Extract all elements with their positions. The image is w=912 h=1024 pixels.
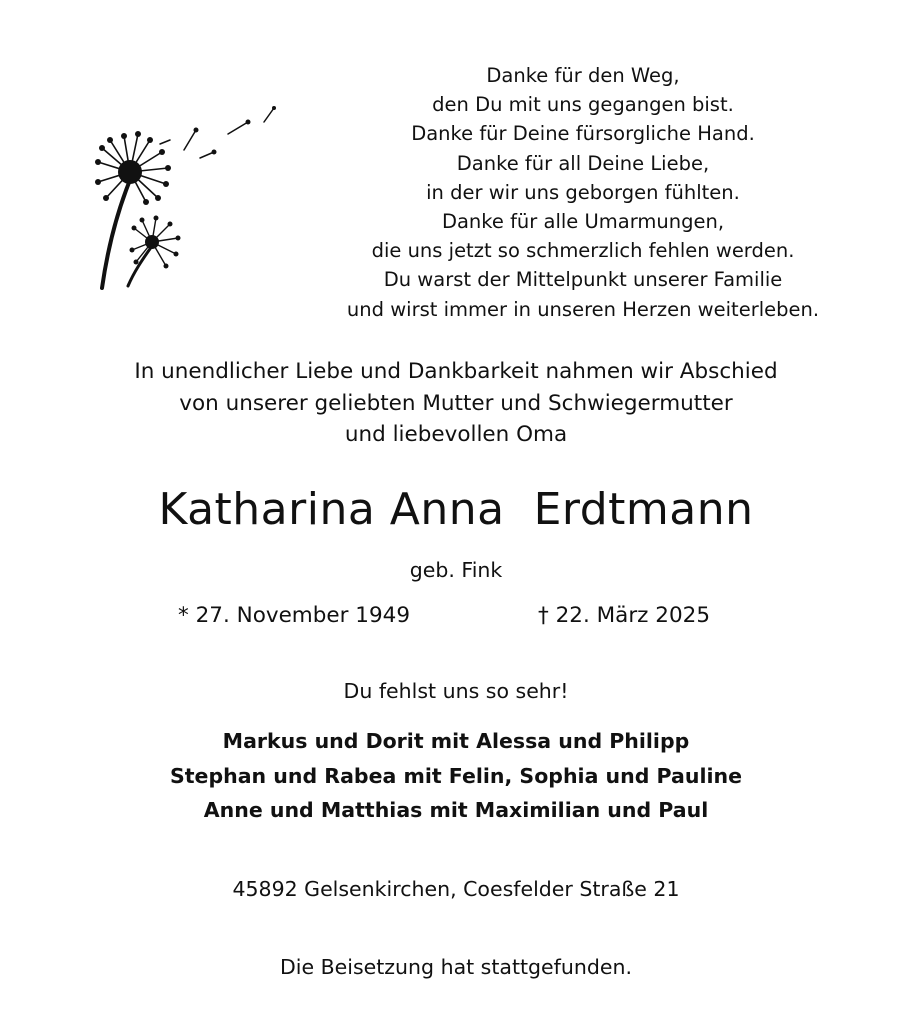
- intro-line: In unendlicher Liebe und Dankbarkeit nahmen wir Abschied: [134, 359, 778, 384]
- closing-note: Die Beisetzung hat stattgefunden.: [279, 955, 632, 979]
- poem-line: Danke für all Deine Liebe,: [456, 151, 710, 175]
- miss-line: Du fehlst uns so sehr!: [343, 679, 569, 703]
- dandelion-icon: [88, 100, 288, 295]
- poem-line: Du warst der Mittelpunkt unserer Familie: [383, 268, 783, 292]
- born-name: geb. Fink: [409, 558, 503, 582]
- poem: [318, 61, 848, 324]
- family-line: Stephan und Rabea mit Felin, Sophia und Pauline: [169, 763, 742, 788]
- intro-line: und liebevollen Oma: [344, 422, 568, 447]
- birth-date: * 27. November 1949: [178, 603, 411, 628]
- poem-line: und wirst immer in unseren Herzen weiterleben.: [346, 297, 820, 321]
- poem-line: Danke für alle Umarmungen,: [441, 210, 725, 234]
- poem-line: den Du mit uns gegangen bist.: [432, 93, 734, 117]
- intro-line: von unserer geliebten Mutter und Schwiegermutter: [179, 390, 733, 416]
- family-line: Anne und Matthias mit Maximilian und Paul: [203, 798, 709, 822]
- family-list: [40, 724, 872, 828]
- poem-line: Danke für Deine fürsorgliche Hand.: [411, 122, 755, 146]
- poem-line: Danke für den Weg,: [486, 64, 680, 87]
- intro-text: [40, 356, 872, 451]
- family-line: Markus und Dorit mit Alessa und Philipp: [222, 729, 690, 753]
- deceased-name: Katharina Anna Erdtmann: [158, 484, 754, 535]
- poem-line: die uns jetzt so schmerzlich fehlen werden.: [371, 239, 795, 263]
- address: 45892 Gelsenkirchen, Coesfelder Straße 21: [232, 877, 680, 901]
- poem-line: in der wir uns geborgen fühlten.: [426, 180, 740, 204]
- death-date: † 22. März 2025: [538, 603, 711, 628]
